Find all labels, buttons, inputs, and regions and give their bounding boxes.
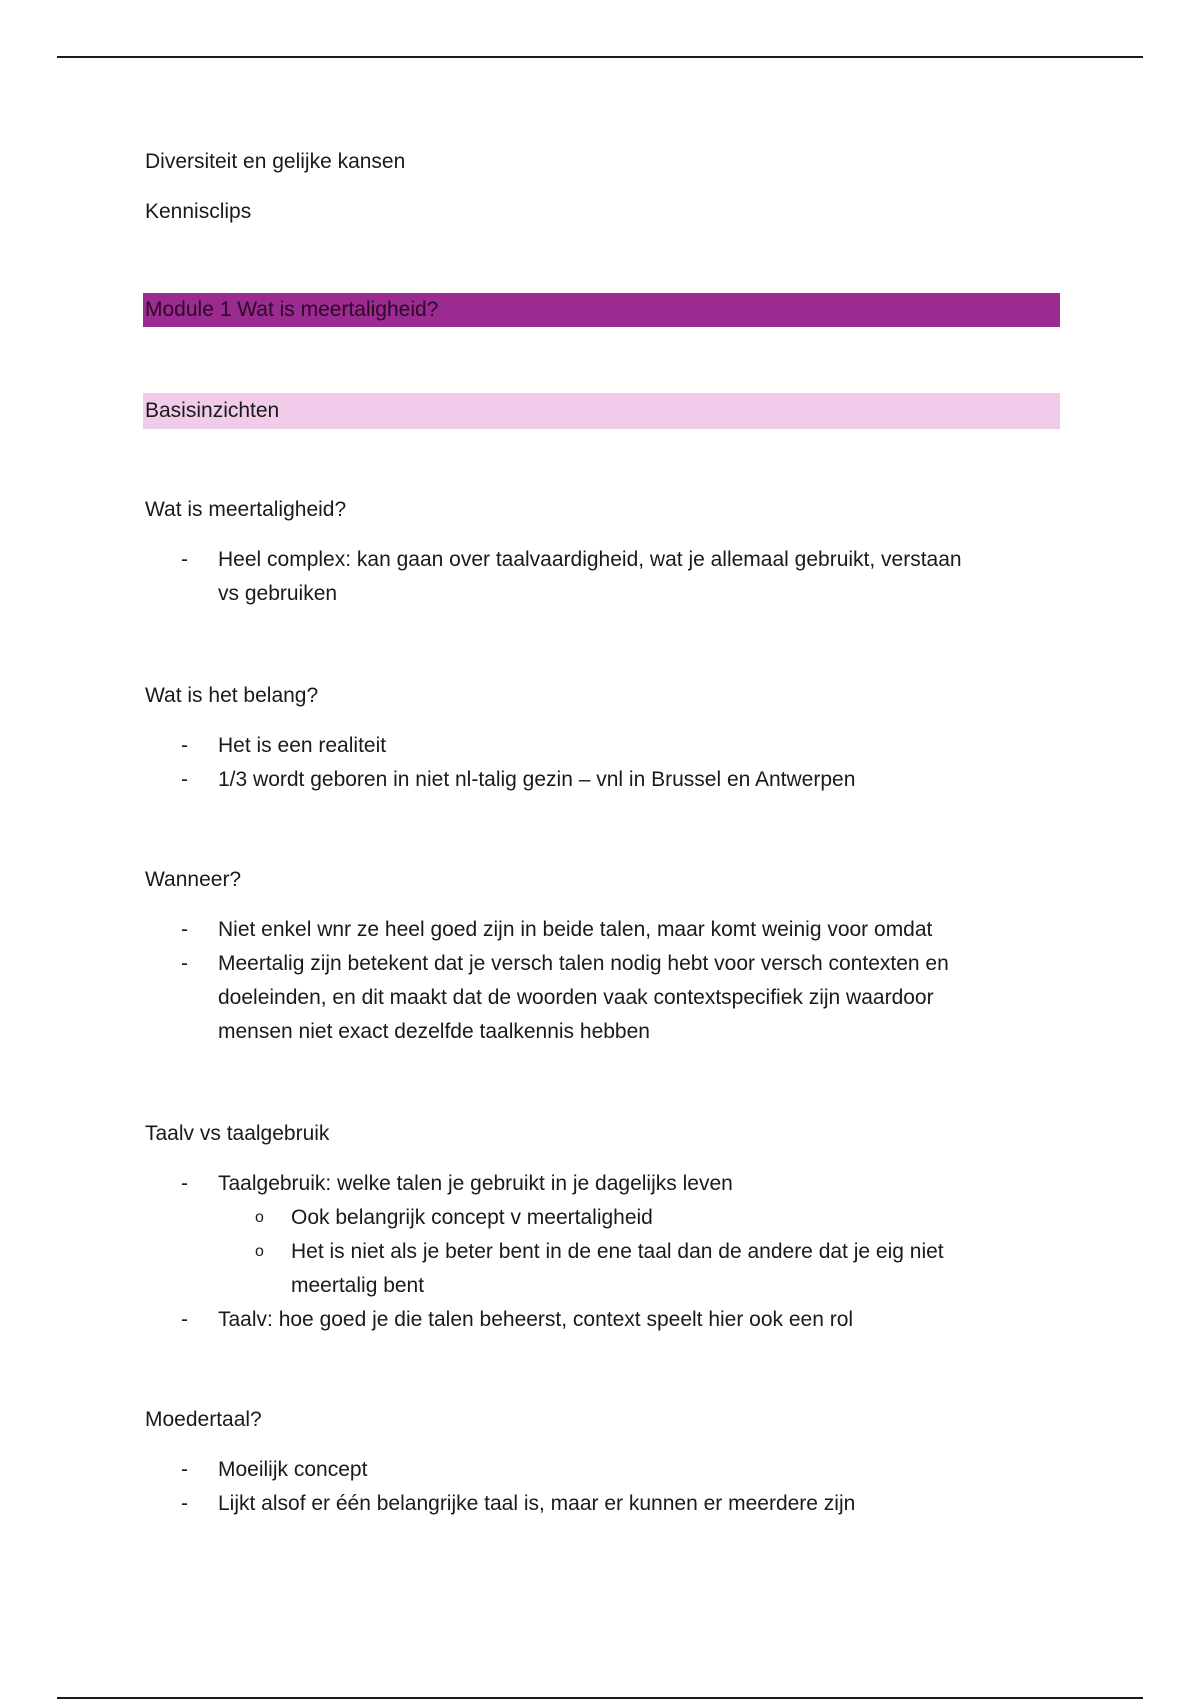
list-item-line: Het is niet als je beter bent in de ene taal dan de andere dat je eig niet [291, 1240, 944, 1263]
section-block [145, 1117, 1060, 1337]
sub-bullet-list [145, 1201, 1060, 1303]
list-item [145, 1453, 1060, 1487]
document-body [145, 145, 1060, 1587]
list-item-line: Het is een realiteit [218, 734, 387, 757]
header-rule [57, 56, 1143, 58]
dash-bullet-icon: - [181, 768, 188, 791]
list-item [145, 543, 1060, 611]
list-item [145, 763, 1060, 797]
bullet-list [145, 729, 1060, 797]
list-item-line: Taalgebruik: welke talen je gebruikt in je dagelijks leven [218, 1172, 733, 1195]
list-item-line: vs gebruiken [218, 582, 338, 605]
list-item-line: Lijkt alsof er één belangrijke taal is, maar er kunnen er meerdere zijn [218, 1492, 856, 1515]
bullet-list [145, 1453, 1060, 1521]
list-item [145, 947, 1060, 1049]
section-title: Taalv vs taalgebruik [145, 1122, 330, 1145]
module-heading: Module 1 Wat is meertaligheid? [143, 293, 1060, 327]
document-subtitle: Kennisclips [145, 200, 252, 223]
section-block [145, 1403, 1060, 1521]
sub-list-item [145, 1235, 1060, 1303]
list-item-line: mensen niet exact dezelfde taalkennis hebben [218, 1020, 650, 1043]
circle-bullet-icon: o [255, 1209, 264, 1226]
footer-rule [57, 1697, 1143, 1699]
section-block [145, 679, 1060, 797]
dash-bullet-icon: - [181, 1492, 188, 1515]
list-item-line: meertalig bent [291, 1274, 425, 1297]
section-title: Wat is het belang? [145, 684, 319, 707]
section-block [145, 493, 1060, 611]
list-item-line: Ook belangrijk concept v meertaligheid [291, 1206, 653, 1229]
sub-list-item [145, 1201, 1060, 1235]
dash-bullet-icon: - [181, 918, 188, 941]
dash-bullet-icon: - [181, 734, 188, 757]
bullet-list [145, 1167, 1060, 1337]
list-item [145, 1167, 1060, 1303]
bullet-list [145, 913, 1060, 1049]
document-title: Diversiteit en gelijke kansen [145, 150, 406, 173]
list-item-line: doeleinden, en dit maakt dat de woorden vaak contextspecifiek zijn waardoor [218, 986, 934, 1009]
list-item-line: Moeilijk concept [218, 1458, 368, 1481]
list-item-line: Heel complex: kan gaan over taalvaardigheid, wat je allemaal gebruikt, verstaan [218, 548, 962, 571]
dash-bullet-icon: - [181, 952, 188, 975]
section-title: Wat is meertaligheid? [145, 498, 347, 521]
dash-bullet-icon: - [181, 1308, 188, 1331]
list-item [145, 1487, 1060, 1521]
list-item [145, 1303, 1060, 1337]
circle-bullet-icon: o [255, 1243, 264, 1260]
list-item-line: 1/3 wordt geboren in niet nl-talig gezin – vnl in Brussel en Antwerpen [218, 768, 856, 791]
section-title: Wanneer? [145, 868, 242, 891]
list-item [145, 913, 1060, 947]
dash-bullet-icon: - [181, 1458, 188, 1481]
dash-bullet-icon: - [181, 1172, 188, 1195]
section-title: Moedertaal? [145, 1408, 262, 1431]
list-item-line: Meertalig zijn betekent dat je versch talen nodig hebt voor versch contexten en [218, 952, 949, 975]
list-item [145, 729, 1060, 763]
section-heading: Basisinzichten [143, 393, 1060, 429]
dash-bullet-icon: - [181, 548, 188, 571]
section-block [145, 863, 1060, 1049]
bullet-list [145, 543, 1060, 611]
list-item-line: Taalv: hoe goed je die talen beheerst, context speelt hier ook een rol [218, 1308, 854, 1331]
list-item-line: Niet enkel wnr ze heel goed zijn in beide talen, maar komt weinig voor omdat [218, 918, 933, 941]
